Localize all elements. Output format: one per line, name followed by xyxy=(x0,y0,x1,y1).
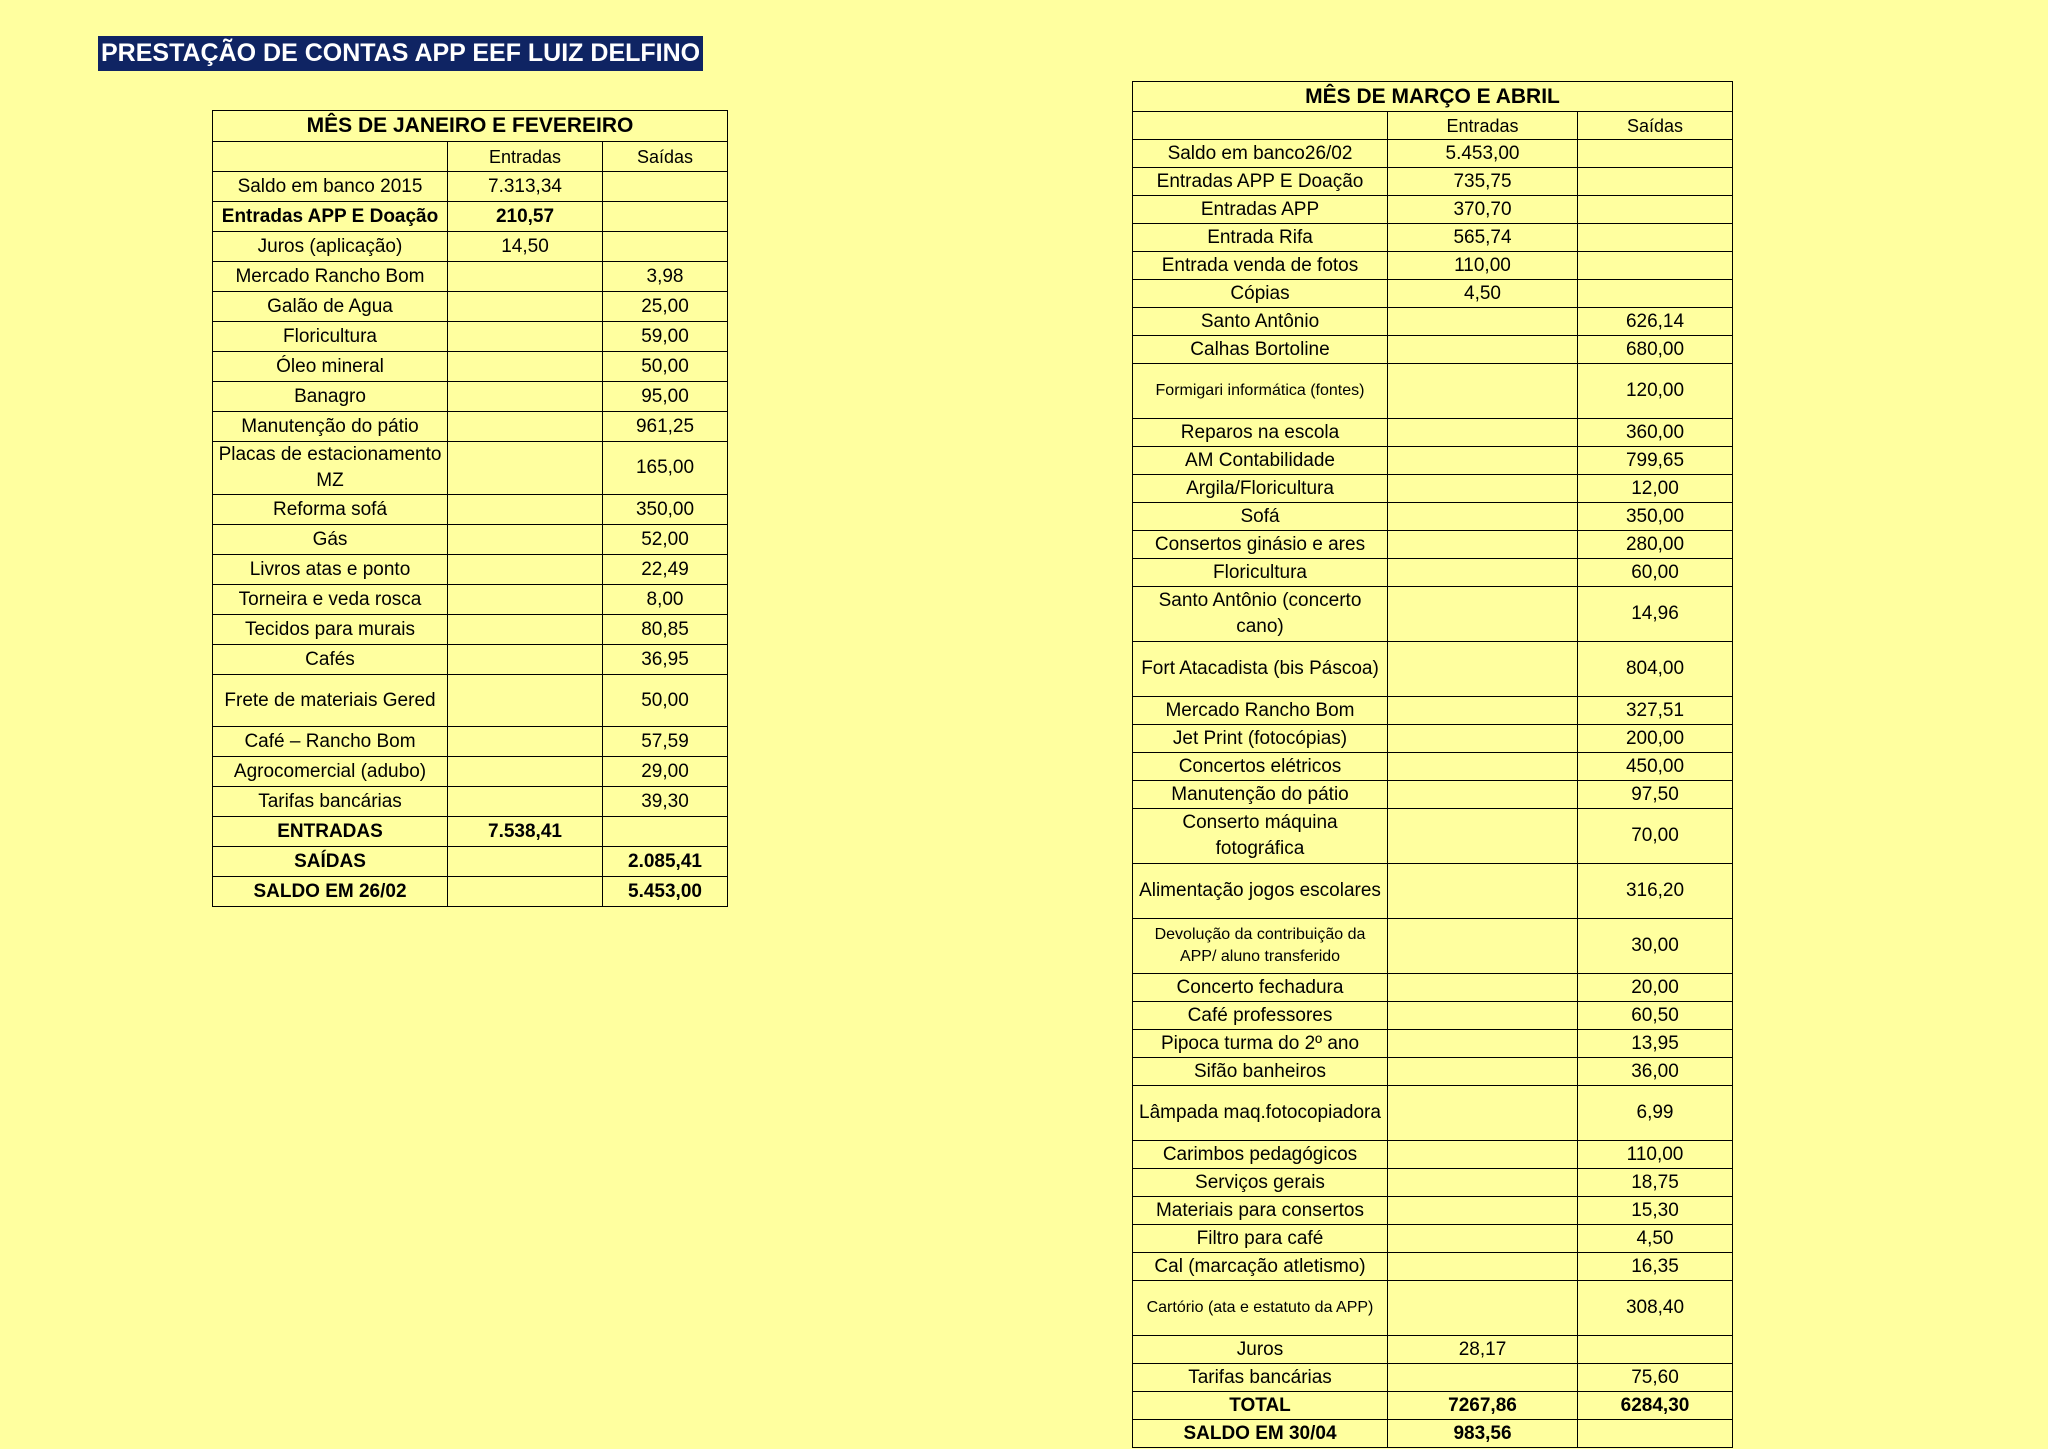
row-saida xyxy=(603,202,728,232)
page-title: PRESTAÇÃO DE CONTAS APP EEF LUIZ DELFINO xyxy=(98,36,703,71)
row-saida: 14,96 xyxy=(1578,587,1733,642)
total-saida xyxy=(1578,1420,1733,1448)
row-label: Tarifas bancárias xyxy=(1133,1364,1388,1392)
table-row xyxy=(213,645,728,675)
row-saida: 110,00 xyxy=(1578,1141,1733,1169)
row-entrada xyxy=(448,615,603,645)
row-saida xyxy=(603,172,728,202)
row-entrada xyxy=(1388,419,1578,447)
row-saida: 350,00 xyxy=(1578,503,1733,531)
table-row xyxy=(1133,531,1733,559)
row-entrada: 110,00 xyxy=(1388,252,1578,280)
row-label: Café – Rancho Bom xyxy=(213,727,448,757)
table-row xyxy=(1133,1169,1733,1197)
row-entrada xyxy=(1388,864,1578,919)
header-saidas: Saídas xyxy=(603,142,728,172)
row-entrada xyxy=(1388,1058,1578,1086)
row-saida: 961,25 xyxy=(603,412,728,442)
row-saida xyxy=(1578,1336,1733,1364)
row-saida: 8,00 xyxy=(603,585,728,615)
row-entrada xyxy=(448,757,603,787)
table-row xyxy=(213,727,728,757)
total-label: TOTAL xyxy=(1133,1392,1388,1420)
table-row xyxy=(1133,1030,1733,1058)
total-entrada xyxy=(448,847,603,877)
row-saida: 350,00 xyxy=(603,495,728,525)
row-saida: 95,00 xyxy=(603,382,728,412)
table-row xyxy=(213,442,728,495)
table-row xyxy=(1133,1336,1733,1364)
row-entrada xyxy=(1388,725,1578,753)
row-label: Devolução da contribuição da APP/ aluno transferido xyxy=(1133,919,1388,974)
row-label: Santo Antônio (concerto cano) xyxy=(1133,587,1388,642)
row-entrada xyxy=(1388,753,1578,781)
table-row xyxy=(213,292,728,322)
table-row xyxy=(213,585,728,615)
row-entrada xyxy=(1388,364,1578,419)
table-row xyxy=(213,172,728,202)
ledger-table-mar-abr xyxy=(1132,81,1733,1448)
total-row xyxy=(213,847,728,877)
table-row xyxy=(1133,587,1733,642)
table-row xyxy=(1133,1058,1733,1086)
total-label: SALDO EM 26/02 xyxy=(213,877,448,907)
row-saida: 6,99 xyxy=(1578,1086,1733,1141)
header-entradas: Entradas xyxy=(448,142,603,172)
row-label: Entradas APP E Doação xyxy=(213,202,448,232)
row-saida xyxy=(603,232,728,262)
table-row xyxy=(1133,974,1733,1002)
table-row xyxy=(213,412,728,442)
row-entrada xyxy=(1388,1169,1578,1197)
table-row xyxy=(1133,280,1733,308)
table-row xyxy=(213,787,728,817)
row-entrada xyxy=(448,262,603,292)
row-label: Jet Print (fotocópias) xyxy=(1133,725,1388,753)
row-entrada xyxy=(1388,642,1578,697)
row-entrada xyxy=(1388,1253,1578,1281)
row-label: Agrocomercial (adubo) xyxy=(213,757,448,787)
row-label: Carimbos pedagógicos xyxy=(1133,1141,1388,1169)
row-label: Calhas Bortoline xyxy=(1133,336,1388,364)
header-entradas: Entradas xyxy=(1388,112,1578,140)
table-row xyxy=(1133,697,1733,725)
row-entrada xyxy=(1388,974,1578,1002)
total-saida xyxy=(603,817,728,847)
row-label: Torneira e veda rosca xyxy=(213,585,448,615)
table-row xyxy=(213,232,728,262)
table-row xyxy=(1133,1197,1733,1225)
row-entrada xyxy=(448,442,603,495)
row-saida: 308,40 xyxy=(1578,1281,1733,1336)
row-saida: 626,14 xyxy=(1578,308,1733,336)
row-entrada xyxy=(448,525,603,555)
row-label: Serviços gerais xyxy=(1133,1169,1388,1197)
table-row xyxy=(1133,1086,1733,1141)
table-row xyxy=(1133,1225,1733,1253)
table-row xyxy=(213,322,728,352)
table-title: MÊS DE JANEIRO E FEVEREIRO xyxy=(213,111,728,142)
row-saida: 13,95 xyxy=(1578,1030,1733,1058)
row-label: Filtro para café xyxy=(1133,1225,1388,1253)
row-label: Sofá xyxy=(1133,503,1388,531)
row-entrada xyxy=(1388,1141,1578,1169)
total-saida: 6284,30 xyxy=(1578,1392,1733,1420)
row-label: Livros atas e ponto xyxy=(213,555,448,585)
row-label: Mercado Rancho Bom xyxy=(213,262,448,292)
total-entrada: 983,56 xyxy=(1388,1420,1578,1448)
header-blank xyxy=(213,142,448,172)
row-entrada xyxy=(448,495,603,525)
row-entrada: 210,57 xyxy=(448,202,603,232)
row-entrada xyxy=(1388,809,1578,864)
table-row xyxy=(1133,308,1733,336)
total-entrada: 7267,86 xyxy=(1388,1392,1578,1420)
row-label: Fort Atacadista (bis Páscoa) xyxy=(1133,642,1388,697)
total-row xyxy=(1133,1420,1733,1448)
row-label: Placas de estacionamento MZ xyxy=(213,442,448,495)
total-saida: 5.453,00 xyxy=(603,877,728,907)
table-row xyxy=(1133,809,1733,864)
table-row xyxy=(213,262,728,292)
table-row xyxy=(1133,168,1733,196)
total-row xyxy=(1133,1392,1733,1420)
table-row xyxy=(213,495,728,525)
row-saida: 4,50 xyxy=(1578,1225,1733,1253)
row-saida: 327,51 xyxy=(1578,697,1733,725)
total-entrada xyxy=(448,877,603,907)
row-entrada: 14,50 xyxy=(448,232,603,262)
row-saida xyxy=(1578,140,1733,168)
row-saida xyxy=(1578,196,1733,224)
row-entrada xyxy=(448,322,603,352)
table-row xyxy=(1133,503,1733,531)
row-saida: 36,00 xyxy=(1578,1058,1733,1086)
row-saida: 799,65 xyxy=(1578,447,1733,475)
row-label: Mercado Rancho Bom xyxy=(1133,697,1388,725)
row-entrada xyxy=(448,727,603,757)
row-label: Conserto máquina fotográfica xyxy=(1133,809,1388,864)
row-label: Tecidos para murais xyxy=(213,615,448,645)
table-row xyxy=(213,525,728,555)
row-saida: 52,00 xyxy=(603,525,728,555)
row-saida: 450,00 xyxy=(1578,753,1733,781)
row-entrada xyxy=(1388,531,1578,559)
row-entrada xyxy=(448,555,603,585)
row-saida: 57,59 xyxy=(603,727,728,757)
row-label: Reforma sofá xyxy=(213,495,448,525)
total-label: SAÍDAS xyxy=(213,847,448,877)
row-saida: 18,75 xyxy=(1578,1169,1733,1197)
row-entrada xyxy=(1388,781,1578,809)
table-row xyxy=(1133,224,1733,252)
total-row xyxy=(213,817,728,847)
total-saida: 2.085,41 xyxy=(603,847,728,877)
row-saida: 804,00 xyxy=(1578,642,1733,697)
table-row xyxy=(1133,447,1733,475)
row-label: Cal (marcação atletismo) xyxy=(1133,1253,1388,1281)
table-row xyxy=(1133,753,1733,781)
row-saida: 70,00 xyxy=(1578,809,1733,864)
row-saida: 30,00 xyxy=(1578,919,1733,974)
row-saida: 50,00 xyxy=(603,675,728,727)
row-entrada xyxy=(1388,697,1578,725)
table-row xyxy=(1133,196,1733,224)
row-label: Óleo mineral xyxy=(213,352,448,382)
row-entrada xyxy=(1388,336,1578,364)
table-row xyxy=(213,675,728,727)
row-label: AM Contabilidade xyxy=(1133,447,1388,475)
row-label: Cartório (ata e estatuto da APP) xyxy=(1133,1281,1388,1336)
row-label: Galão de Agua xyxy=(213,292,448,322)
table-row xyxy=(1133,1364,1733,1392)
row-entrada xyxy=(1388,587,1578,642)
table-row xyxy=(213,202,728,232)
row-label: Concerto fechadura xyxy=(1133,974,1388,1002)
row-saida: 120,00 xyxy=(1578,364,1733,419)
row-entrada xyxy=(1388,447,1578,475)
row-saida: 29,00 xyxy=(603,757,728,787)
header-blank xyxy=(1133,112,1388,140)
row-saida xyxy=(1578,280,1733,308)
row-label: Entradas APP E Doação xyxy=(1133,168,1388,196)
row-entrada xyxy=(1388,1225,1578,1253)
row-label: Argila/Floricultura xyxy=(1133,475,1388,503)
table-header-row xyxy=(1133,112,1733,140)
row-saida: 280,00 xyxy=(1578,531,1733,559)
row-entrada xyxy=(1388,308,1578,336)
row-saida: 200,00 xyxy=(1578,725,1733,753)
row-entrada: 28,17 xyxy=(1388,1336,1578,1364)
row-label: Floricultura xyxy=(1133,559,1388,587)
table-title: MÊS DE MARÇO E ABRIL xyxy=(1133,82,1733,112)
row-label: Materiais para consertos xyxy=(1133,1197,1388,1225)
total-row xyxy=(213,877,728,907)
table-row xyxy=(1133,140,1733,168)
row-entrada xyxy=(1388,919,1578,974)
table-row xyxy=(213,352,728,382)
table-row xyxy=(1133,1281,1733,1336)
table-title-row xyxy=(213,111,728,142)
row-saida: 75,60 xyxy=(1578,1364,1733,1392)
row-entrada xyxy=(1388,1030,1578,1058)
total-label: SALDO EM 30/04 xyxy=(1133,1420,1388,1448)
row-saida: 680,00 xyxy=(1578,336,1733,364)
row-label: Juros xyxy=(1133,1336,1388,1364)
row-label: Santo Antônio xyxy=(1133,308,1388,336)
table-row xyxy=(213,555,728,585)
row-label: Manutenção do pátio xyxy=(213,412,448,442)
row-entrada: 370,70 xyxy=(1388,196,1578,224)
row-entrada xyxy=(1388,1197,1578,1225)
row-label: Lâmpada maq.fotocopiadora xyxy=(1133,1086,1388,1141)
table-row xyxy=(1133,1253,1733,1281)
row-saida xyxy=(1578,252,1733,280)
row-label: Frete de materiais Gered xyxy=(213,675,448,727)
row-saida: 80,85 xyxy=(603,615,728,645)
row-label: Floricultura xyxy=(213,322,448,352)
row-label: Gás xyxy=(213,525,448,555)
total-label: ENTRADAS xyxy=(213,817,448,847)
row-entrada xyxy=(448,412,603,442)
row-entrada xyxy=(1388,1281,1578,1336)
row-label: Entrada venda de fotos xyxy=(1133,252,1388,280)
row-entrada: 5.453,00 xyxy=(1388,140,1578,168)
row-label: Sifão banheiros xyxy=(1133,1058,1388,1086)
row-label: Saldo em banco 2015 xyxy=(213,172,448,202)
table-row xyxy=(1133,559,1733,587)
row-label: Entradas APP xyxy=(1133,196,1388,224)
table-row xyxy=(1133,642,1733,697)
row-saida: 22,49 xyxy=(603,555,728,585)
total-entrada: 7.538,41 xyxy=(448,817,603,847)
row-entrada xyxy=(448,585,603,615)
table-row xyxy=(1133,252,1733,280)
row-label: Café professores xyxy=(1133,1002,1388,1030)
table-row xyxy=(1133,364,1733,419)
row-label: Juros (aplicação) xyxy=(213,232,448,262)
row-label: Concertos elétricos xyxy=(1133,753,1388,781)
row-saida: 15,30 xyxy=(1578,1197,1733,1225)
row-label: Formigari informática (fontes) xyxy=(1133,364,1388,419)
row-entrada xyxy=(1388,559,1578,587)
row-saida: 97,50 xyxy=(1578,781,1733,809)
table-row xyxy=(1133,475,1733,503)
row-entrada xyxy=(448,675,603,727)
table-row xyxy=(213,382,728,412)
row-saida: 316,20 xyxy=(1578,864,1733,919)
row-entrada xyxy=(1388,1002,1578,1030)
row-entrada: 4,50 xyxy=(1388,280,1578,308)
row-entrada xyxy=(448,352,603,382)
row-saida: 3,98 xyxy=(603,262,728,292)
row-saida: 39,30 xyxy=(603,787,728,817)
table-row xyxy=(213,615,728,645)
row-saida: 60,50 xyxy=(1578,1002,1733,1030)
row-saida: 360,00 xyxy=(1578,419,1733,447)
row-entrada xyxy=(1388,1086,1578,1141)
row-entrada: 735,75 xyxy=(1388,168,1578,196)
row-saida: 50,00 xyxy=(603,352,728,382)
table-row xyxy=(213,757,728,787)
row-saida xyxy=(1578,224,1733,252)
row-entrada: 565,74 xyxy=(1388,224,1578,252)
table-row xyxy=(1133,864,1733,919)
row-saida: 165,00 xyxy=(603,442,728,495)
table-row xyxy=(1133,336,1733,364)
row-label: Manutenção do pátio xyxy=(1133,781,1388,809)
row-label: Alimentação jogos escolares xyxy=(1133,864,1388,919)
row-entrada xyxy=(1388,475,1578,503)
row-label: Consertos ginásio e ares xyxy=(1133,531,1388,559)
row-label: Saldo em banco26/02 xyxy=(1133,140,1388,168)
row-saida: 25,00 xyxy=(603,292,728,322)
row-saida: 60,00 xyxy=(1578,559,1733,587)
row-label: Entrada Rifa xyxy=(1133,224,1388,252)
table-row xyxy=(1133,725,1733,753)
row-entrada xyxy=(448,292,603,322)
table-title-row xyxy=(1133,82,1733,112)
row-label: Cafés xyxy=(213,645,448,675)
table-header-row xyxy=(213,142,728,172)
row-label: Cópias xyxy=(1133,280,1388,308)
row-entrada xyxy=(1388,503,1578,531)
row-saida: 16,35 xyxy=(1578,1253,1733,1281)
row-entrada: 7.313,34 xyxy=(448,172,603,202)
row-saida: 36,95 xyxy=(603,645,728,675)
row-label: Pipoca turma do 2º ano xyxy=(1133,1030,1388,1058)
row-saida: 20,00 xyxy=(1578,974,1733,1002)
header-saidas: Saídas xyxy=(1578,112,1733,140)
row-saida: 59,00 xyxy=(603,322,728,352)
row-entrada xyxy=(448,382,603,412)
row-label: Banagro xyxy=(213,382,448,412)
table-row xyxy=(1133,1002,1733,1030)
row-label: Tarifas bancárias xyxy=(213,787,448,817)
row-entrada xyxy=(448,787,603,817)
row-entrada xyxy=(1388,1364,1578,1392)
table-row xyxy=(1133,419,1733,447)
table-row xyxy=(1133,1141,1733,1169)
row-saida: 12,00 xyxy=(1578,475,1733,503)
row-saida xyxy=(1578,168,1733,196)
table-row xyxy=(1133,919,1733,974)
ledger-table-jan-fev xyxy=(212,110,728,907)
row-entrada xyxy=(448,645,603,675)
row-label: Reparos na escola xyxy=(1133,419,1388,447)
table-row xyxy=(1133,781,1733,809)
